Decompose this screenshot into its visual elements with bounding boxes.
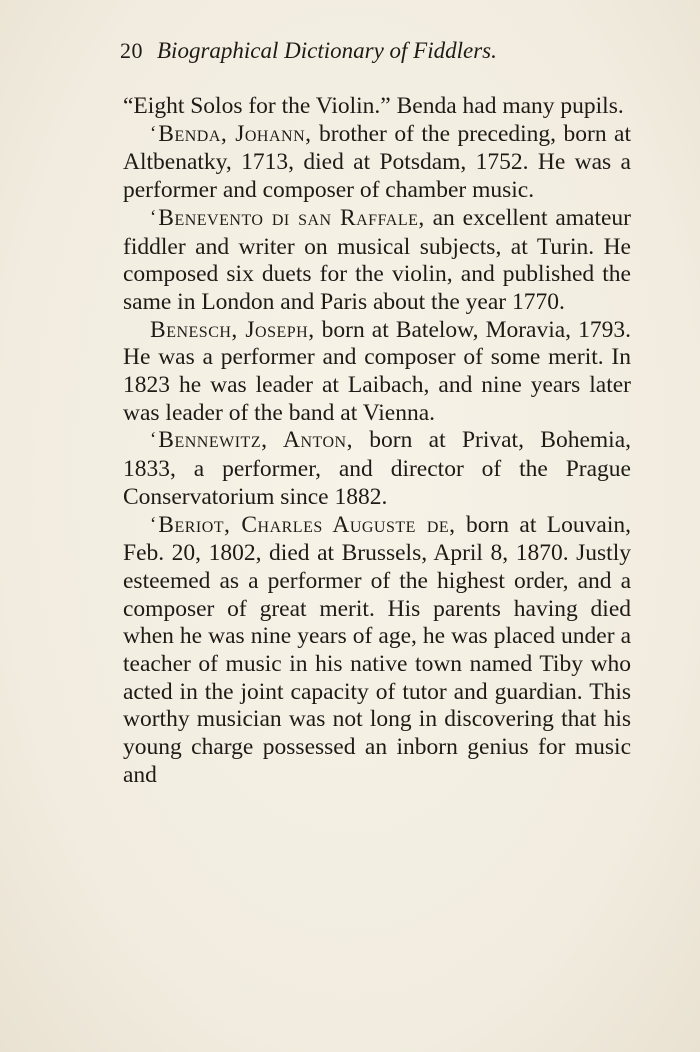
page-number: 20 (120, 38, 143, 63)
entry-name: Benesch, Joseph, (150, 316, 315, 343)
entry-benesch-joseph (123, 317, 631, 428)
entry-beriot-charles (123, 512, 631, 790)
entry-text: born at Louvain, Feb. 20, 1802, died at Brussels, April 8, 1870. Justly esteemed as a performer of the highest order, and a composer of great merit. His parents having died when he was nine years of age, he was placed under a teacher of music in his native town named Tiby who acted in the joint capacity of tutor and guardian. This worthy musician was not long in discovering that his young charge possessed an inborn genius for music and (123, 511, 631, 788)
entry-benda-johann (123, 121, 631, 205)
running-header (120, 38, 590, 72)
entry-name: Benda, Johann, (158, 120, 312, 147)
entry-name: Benevento di san Raffale, (158, 204, 425, 231)
running-title: Biographical Dictionary of Fiddlers. (157, 38, 497, 63)
entry-text: born at Privat, Bohemia, 1833, a performer, and director of the Prague Conservatorium since 1882. (123, 427, 631, 510)
margin-mark: ʻ (150, 513, 157, 535)
entry-text: born at Batelow, Moravia, 1793. He was a performer and composer of some merit. In 1823 he was leader at Laibach, and nine years later was leader of the band at Vienna. (123, 316, 632, 426)
entry-bennewitz-anton (123, 427, 631, 511)
entry-name: Bennewitz, Anton, (158, 427, 353, 454)
paragraph-continuation (123, 93, 631, 121)
margin-mark: ʻ (150, 429, 157, 451)
entry-text: an excellent amateur fiddler and writer on musical subjects, at Turin. He composed six duets for the violin, and published the same in London and Paris about the year 1770. (123, 204, 632, 315)
margin-mark: ʻ (150, 122, 157, 144)
entry-benevento (123, 205, 631, 317)
paragraph-text: “Eight Solos for the Violin.” Benda had many pupils. (123, 93, 624, 119)
entry-text: brother of the preceding, born at Altbenatky, 1713, died at Potsdam, 1752. He was a performer and composer of chamber music. (123, 120, 632, 204)
entry-name: Beriot, Charles Auguste de, (158, 511, 456, 538)
margin-mark: ʻ (150, 206, 157, 228)
body-text (123, 93, 631, 790)
